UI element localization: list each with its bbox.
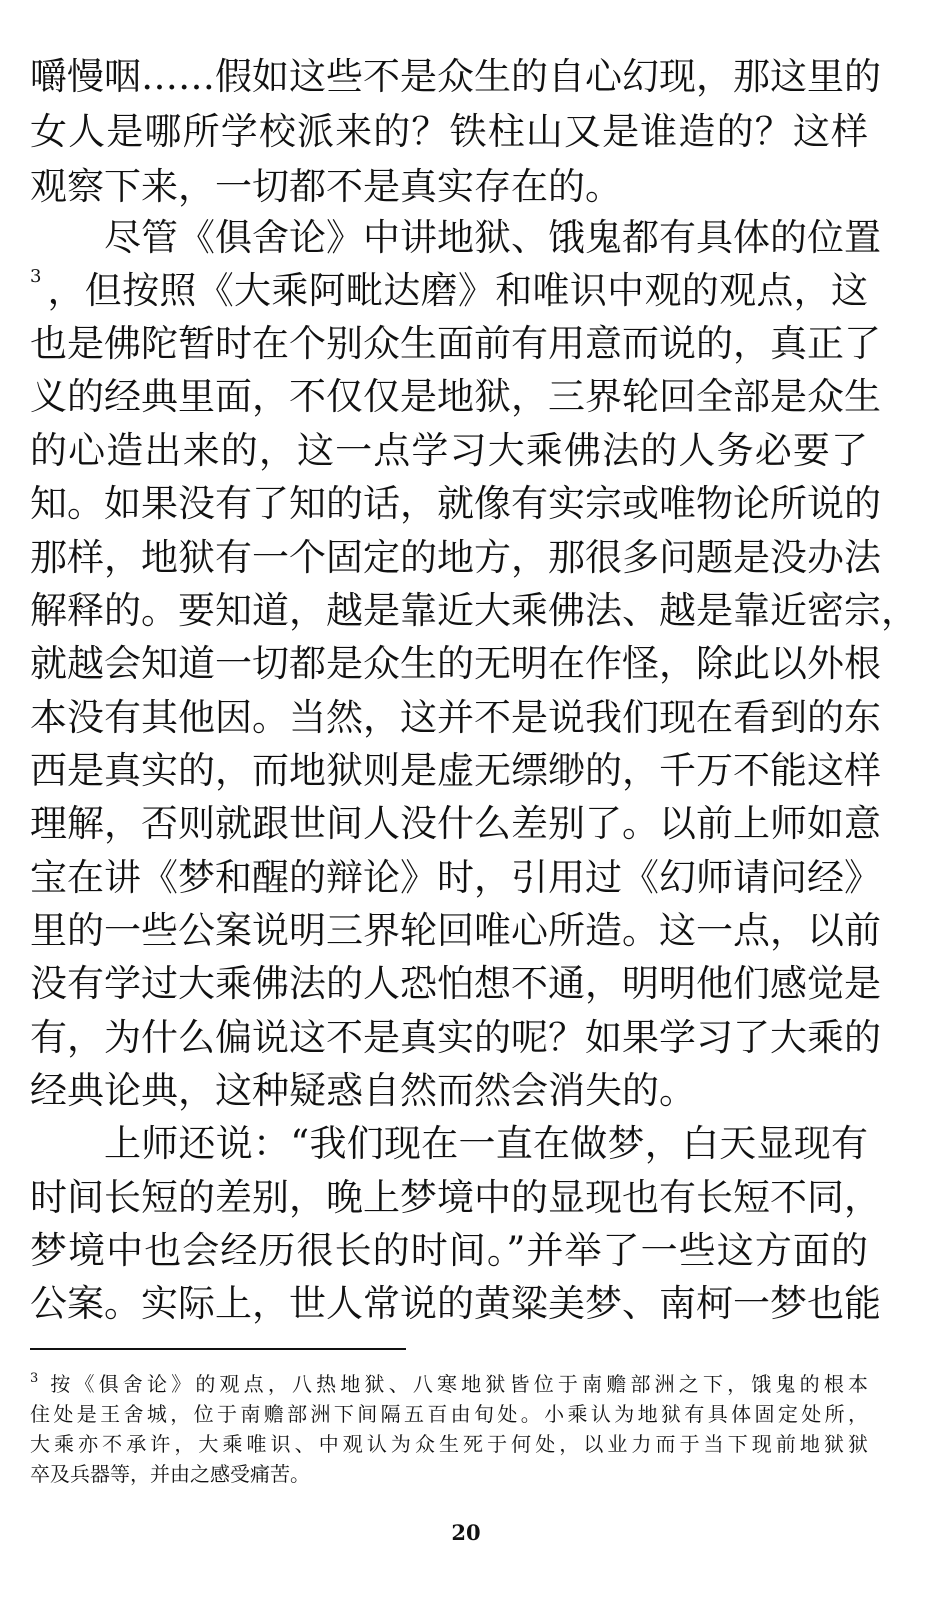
text-line: 时间长短的差别，晚上梦境中的显现也有长短不同， [30,1176,881,1219]
text-line: 也是佛陀暂时在个别众生面前有用意而说的，真正了 [30,322,881,365]
text-line: 嚼慢咽……假如这些不是众生的自心幻现，那这里的 [30,55,881,98]
text-line: 解释的。要知道，越是靠近大乘佛法、越是靠近密宗， [30,589,918,632]
text-line: 理解，否则就跟世间人没什么差别了。以前上师如意 [30,802,881,845]
page-number: 20 [451,1520,481,1545]
text-line: 知。如果没有了知的话，就像有实宗或唯物论所说的 [30,482,881,525]
text-line: 女人是哪所学校派来的？铁柱山又是谁造的？这样 [30,110,868,153]
footnote-reference: 3 [30,266,42,287]
text-line: 经典论典，这种疑惑自然而然会消失的。 [30,1069,696,1112]
text-line: 那样，地狱有一个固定的地方，那很多问题是没办法 [30,536,881,579]
footnote-line: 3 按《俱舍论》的观点，八热地狱、八寒地狱皆位于南赡部洲之下，饿鬼的根本 [30,1371,868,1396]
text-line: 就越会知道一切都是众生的无明在作怪，除此以外根 [30,642,881,685]
text-line: 本没有其他因。当然，这并不是说我们现在看到的东 [30,696,881,739]
text-line: 3 ，但按照《大乘阿毗达磨》和唯识中观的观点，这 [30,266,868,312]
text-line: 西是真实的，而地狱则是虚无缥缈的，千万不能这样 [30,749,881,792]
text-line: 义的经典里面，不仅仅是地狱，三界轮回全部是众生 [30,375,881,418]
footnote-line: 卒及兵器等，并由之感受痛苦。 [30,1462,310,1486]
text-line: 的心造出来的，这一点学习大乘佛法的人务必要了 [30,429,868,472]
footnote-line: 大乘亦不承许，大乘唯识、中观认为众生死于何处，以业力而于当下现前地狱狱 [30,1432,868,1456]
text-line: 宝在讲《梦和醒的辩论》时，引用过《幻师请问经》 [30,856,881,899]
text-line: 有，为什么偏说这不是真实的呢？如果学习了大乘的 [30,1016,881,1059]
text-line: 没有学过大乘佛法的人恐怕想不通，明明他们感觉是 [30,962,881,1005]
text-line: 观察下来，一切都不是真实存在的。 [30,165,622,208]
paragraph-start-line: 尽管《俱舍论》中讲地狱、饿鬼都有具体的位置 [104,216,881,259]
text-line: 里的一些公案说明三界轮回唯心所造。这一点，以前 [30,909,881,952]
paragraph-start-line: 上师还说：“我们现在一直在做梦，白天显现有 [104,1122,868,1165]
footnote-line: 住处是王舍城，位于南赡部洲下间隔五百由旬处。小乘认为地狱有具体固定处所， [30,1402,868,1426]
text-line: 公案。实际上，世人常说的黄粱美梦、南柯一梦也能 [30,1282,881,1325]
footnote-marker: 3 [30,1371,39,1386]
text-line: 梦境中也会经历很长的时间。”并举了一些这方面的 [30,1229,868,1272]
footnote-separator [30,1348,406,1350]
